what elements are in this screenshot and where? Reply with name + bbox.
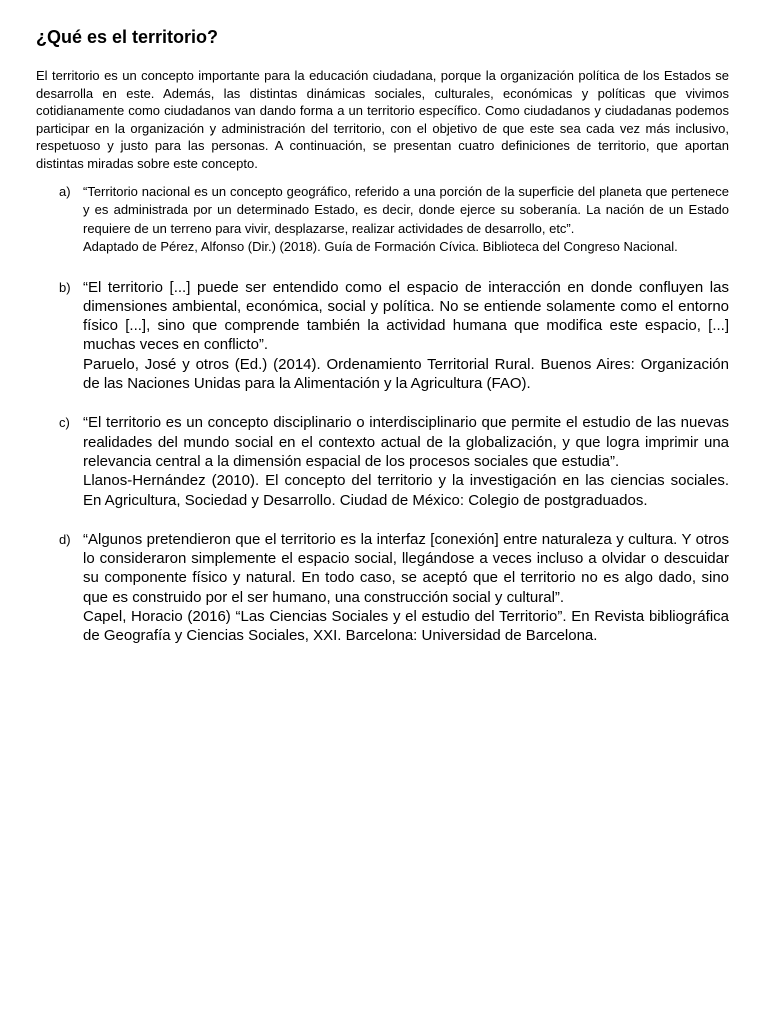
definition-quote: “Algunos pretendieron que el territorio es la interfaz [conexión] entre naturaleza y cultura. Y otros lo consideraron simplemente el espacio social, llegándose a veces incluso a olvidar o descuidar su componente físico y natural. En todo caso, se aceptó que el territorio no es algo dado, sino que es construido por el ser humano, una construcción social y cultural”. — [83, 530, 729, 606]
definition-source: Adaptado de Pérez, Alfonso (Dir.) (2018). Guía de Formación Cívica. Biblioteca del Congreso Nacional. — [83, 239, 678, 255]
list-marker: c) — [59, 415, 70, 431]
list-marker: d) — [59, 531, 71, 547]
definitions-list — [36, 183, 729, 646]
document-page — [36, 26, 729, 666]
definition-source: Paruelo, José y otros (Ed.) (2014). Ordenamiento Territorial Rural. Buenos Aires: Organización de las Naciones Unidas para la Alimentación y la Agricultura (FAO). — [83, 355, 729, 393]
definition-quote: “Territorio nacional es un concepto geográfico, referido a una porción de la superficie del planeta que pertenece y es administrada por un determinado Estado, es decir, donde ejerce su soberanía. La nación de un Estado requiere de un terreno para vivir, desplazarse, realizar actividades de desarrollo, etc”. — [83, 183, 729, 236]
definition-source: Capel, Horacio (2016) “Las Ciencias Sociales y el estudio del Territorio”. En Revista bibliográfica de Geografía y Ciencias Sociales, XXI. Barcelona: Universidad de Barcelona. — [83, 608, 729, 645]
definition-item-d — [36, 530, 729, 646]
list-marker: a) — [59, 183, 71, 199]
page-title: ¿Qué es el territorio? — [36, 27, 219, 47]
definition-quote: “El territorio [...] puede ser entendido como el espacio de interacción en donde confluyen las dimensiones ambiental, económica, social y política. No se entiende solamente como el entorno físico [...], sino que comprende también la actividad humana que modifica este espacio, [...] muchas veces en conflicto”. — [83, 278, 729, 354]
definition-quote: “El territorio es un concepto disciplinario o interdisciplinario que permite el estudio de las nuevas realidades del mundo social en el contexto actual de la globalización, y que logra imprimir una relevancia central a la dimensión espacial de los procesos sociales que estudia”. — [83, 414, 729, 470]
list-marker: b) — [59, 279, 71, 295]
intro-paragraph: El territorio es un concepto importante para la educación ciudadana, porque la organización política de los Estados se desarrolla en este. Además, las distintas dinámicas sociales, culturales, económicas y políticas que vivimos cotidianamente como ciudadanos van dando forma a un territorio específico. Como ciudadanos y ciudadanas podemos participar en la organización y administración del territorio, con el objetivo de que este sea cada vez más inclusivo, respetuoso y justo para las personas. A continuación, se presentan cuatro definiciones de territorio, que aportan distintas miradas sobre este concepto. — [36, 68, 729, 171]
definition-item-a — [36, 183, 729, 257]
definition-item-b — [36, 278, 729, 394]
definition-source: Llanos-Hernández (2010). El concepto del territorio y la investigación en las ciencias sociales. En Agricultura, Sociedad y Desarrollo. Ciudad de México: Colegio de postgraduados. — [83, 472, 729, 509]
definition-item-c — [36, 413, 729, 509]
